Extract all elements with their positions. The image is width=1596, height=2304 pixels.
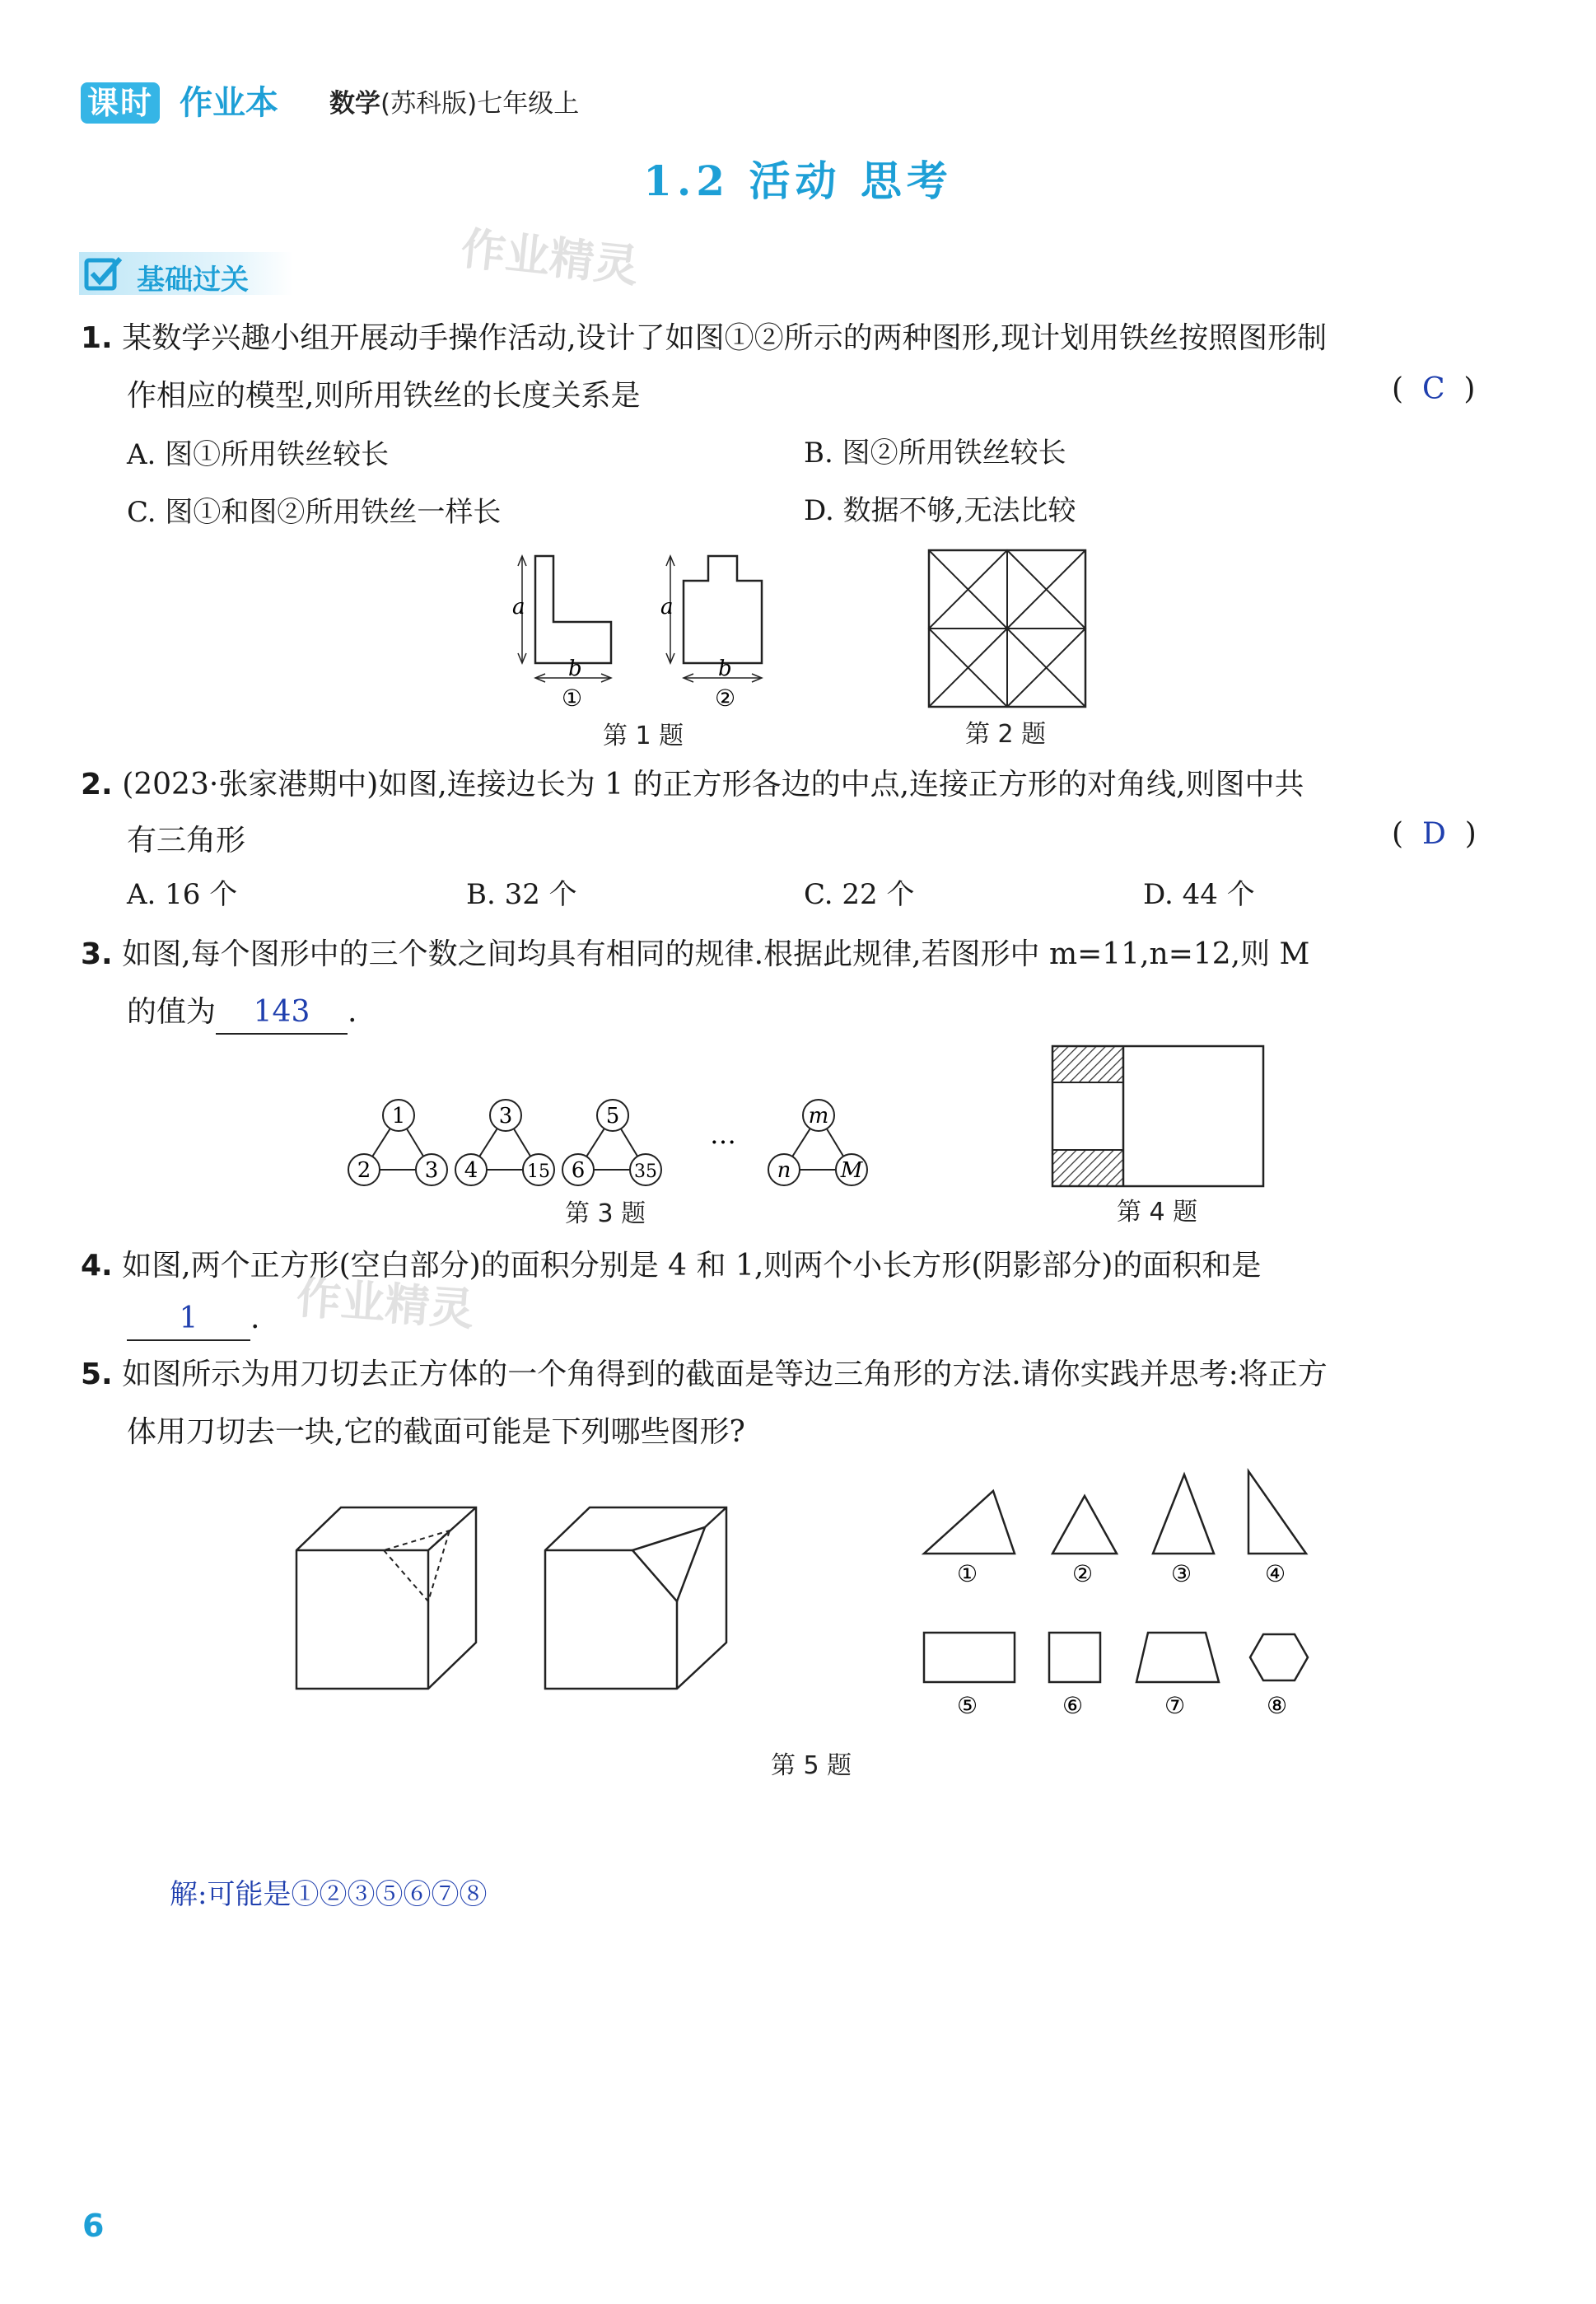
- question-text: (2023·张家港期中)如图,连接边长为 1 的正方形各边的中点,连接正方形的对角线,则图中共: [122, 768, 1304, 801]
- number-value: 3: [424, 1158, 439, 1183]
- number-value: 2: [357, 1158, 371, 1183]
- option-d: D. 数据不够,无法比较: [804, 494, 1076, 527]
- question-4-blank-line: [127, 1290, 259, 1348]
- question-5: [81, 1346, 1328, 1404]
- shape-8: [1250, 1634, 1308, 1680]
- caption-q3: 第 3 题: [565, 1199, 646, 1228]
- figure-q1: [511, 548, 774, 713]
- question-text-line2: 作相应的模型,则所用铁丝的长度关系是: [127, 379, 641, 413]
- question-number: 4.: [81, 1249, 113, 1283]
- number-triangle: [768, 1100, 867, 1185]
- number-triangle: [348, 1100, 447, 1185]
- section-tag: [79, 252, 293, 295]
- shape-4: [1248, 1471, 1306, 1554]
- option-a: A. 图①所用铁丝较长: [127, 438, 390, 471]
- number-value: n: [777, 1158, 791, 1183]
- number-value: 35: [634, 1161, 657, 1182]
- label-b: b: [718, 657, 732, 681]
- shape-label: ⑥: [1062, 1692, 1084, 1719]
- shape-label: ⑧: [1267, 1692, 1288, 1719]
- question-number: 5.: [81, 1358, 113, 1391]
- number-value: M: [840, 1158, 863, 1183]
- shape-5: [924, 1633, 1015, 1682]
- brand-logo-text: 作业本: [180, 84, 278, 122]
- question-4: [81, 1237, 1261, 1295]
- question-text-line2: [127, 984, 357, 1041]
- option-a: A. 16 个: [127, 878, 238, 911]
- answer-paren: ( D ): [1392, 817, 1477, 851]
- shape-2: [1052, 1496, 1117, 1554]
- period: .: [348, 995, 357, 1029]
- option-c: C. 图①和图②所用铁丝一样长: [127, 496, 502, 529]
- shape-label: ④: [1265, 1560, 1286, 1587]
- number-value: 1: [391, 1104, 406, 1129]
- caption-q4: 第 4 题: [1117, 1198, 1198, 1227]
- question-text-line2: 有三角形: [127, 824, 246, 858]
- connector-line: [407, 1129, 423, 1157]
- section-label: 基础过关: [137, 264, 249, 297]
- shape-label: ⑦: [1164, 1692, 1186, 1719]
- shape-label: ②: [1072, 1560, 1094, 1587]
- figure-q4: [1051, 1045, 1265, 1189]
- shape-label: ①: [957, 1560, 978, 1587]
- figure-q5-cubes: [293, 1504, 754, 1694]
- question-text: 某数学兴趣小组开展动手操作活动,设计了如图①②所示的两种图形,现计划用铁丝按照图形制: [122, 321, 1328, 355]
- label-a: a: [660, 595, 674, 619]
- option-b: B. 32 个: [466, 878, 577, 911]
- answer: D: [1421, 817, 1446, 851]
- number-value: 3: [498, 1104, 513, 1129]
- shape-label: ③: [1171, 1560, 1192, 1587]
- question-1: [81, 310, 1327, 367]
- question-2: [81, 756, 1304, 814]
- connector-line: [372, 1129, 390, 1157]
- answer-blank: 143: [216, 992, 348, 1035]
- figure-q3: [346, 1091, 873, 1198]
- question-number: 3.: [81, 937, 113, 971]
- shape-6: [1049, 1633, 1100, 1682]
- question-text: 如图,每个图形中的三个数之间均具有相同的规律.根据此规律,若图形中 m=11,n=12,则 M: [122, 937, 1310, 971]
- checkbox-icon: [84, 255, 124, 292]
- shape-1: [924, 1491, 1015, 1554]
- connector-line: [586, 1129, 604, 1157]
- number-value: 15: [527, 1161, 550, 1182]
- question-number: 2.: [81, 768, 113, 801]
- figure-q2: [927, 549, 1089, 710]
- label-b: b: [568, 657, 582, 681]
- number-value: 5: [605, 1104, 620, 1129]
- connector-line: [827, 1129, 843, 1157]
- question-3: [81, 926, 1309, 984]
- watermark: 作业精灵: [458, 222, 642, 293]
- question-text: 如图所示为用刀切去正方体的一个角得到的截面是等边三角形的方法.请你实践并思考:将正方: [122, 1358, 1328, 1391]
- option-b: B. 图②所用铁丝较长: [804, 437, 1066, 470]
- option-d: D. 44 个: [1143, 878, 1255, 911]
- answer: C: [1421, 372, 1445, 406]
- question-text: 如图,两个正方形(空白部分)的面积分别是 4 和 1,则两个小长方形(阴影部分)的面积和是: [122, 1249, 1262, 1283]
- connector-line: [479, 1129, 497, 1157]
- caption-q2: 第 2 题: [965, 720, 1047, 749]
- option-c: C. 22 个: [804, 878, 915, 911]
- connector-line: [792, 1129, 810, 1157]
- answer-blank: 1: [127, 1298, 250, 1341]
- connector-line: [621, 1129, 637, 1157]
- subject-name: 数学: [329, 89, 380, 119]
- subject-edition: (苏科版)七年级上: [380, 89, 580, 119]
- number-value: 4: [464, 1158, 478, 1183]
- shape-label: ⑤: [957, 1692, 978, 1719]
- period: .: [250, 1302, 260, 1335]
- fig-label-1: ①: [562, 685, 583, 712]
- section-title: 1.2 活动 思考: [643, 157, 953, 205]
- shape-3: [1153, 1474, 1214, 1554]
- number-triangle: [455, 1100, 554, 1185]
- label-a: a: [512, 595, 525, 619]
- shape-7: [1136, 1633, 1219, 1682]
- answer-paren: ( C ): [1392, 372, 1476, 406]
- question-text-prefix: 的值为: [127, 995, 217, 1029]
- fig-label-2: ②: [715, 685, 736, 712]
- figure-q5-shapes: [921, 1466, 1332, 1730]
- ellipsis: …: [710, 1119, 736, 1150]
- number-triangle: [562, 1100, 661, 1185]
- number-value: m: [808, 1104, 829, 1129]
- connector-line: [514, 1129, 530, 1157]
- caption-q5: 第 5 题: [771, 1751, 852, 1780]
- brand-logo: 课时: [81, 82, 160, 124]
- caption-q1: 第 1 题: [603, 722, 684, 750]
- question-number: 1.: [81, 321, 113, 355]
- watermark: 作业精灵: [294, 1271, 476, 1336]
- solution-text: 解:可能是①②③⑤⑥⑦⑧: [170, 1878, 488, 1911]
- book-subtitle: [329, 86, 579, 122]
- number-value: 6: [571, 1158, 586, 1183]
- question-text-line2: 体用刀切去一块,它的截面可能是下列哪些图形?: [127, 1415, 745, 1449]
- page-number: 6: [82, 2208, 105, 2244]
